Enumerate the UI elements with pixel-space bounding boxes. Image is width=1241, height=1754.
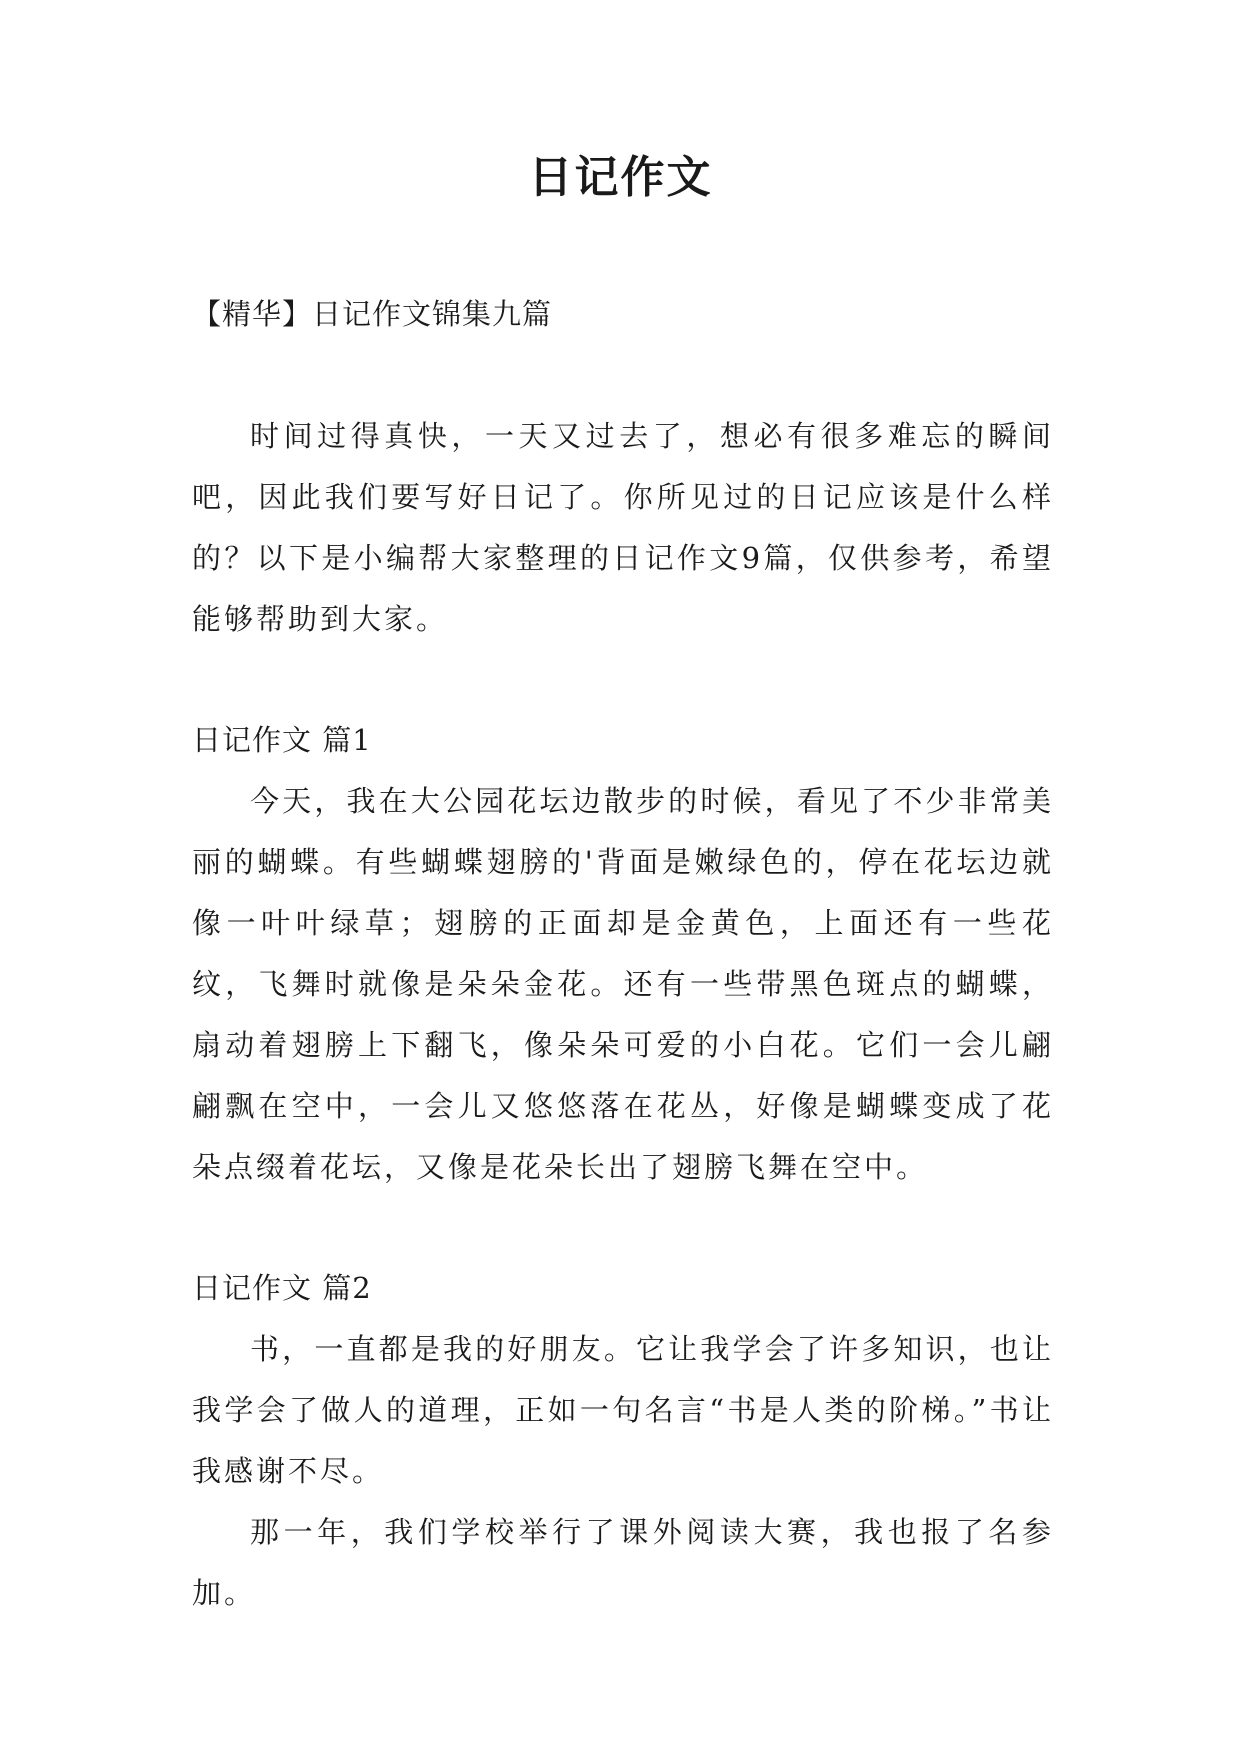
section-2-paragraph-2: 那一年，我们学校举行了课外阅读大赛，我也报了名参加。: [192, 1515, 1054, 1610]
section-heading-2: 日记作文 篇2: [192, 1271, 372, 1305]
section-heading-1: 日记作文 篇1: [192, 723, 372, 757]
section-1-paragraph-1: 今天，我在大公园花坛边散步的时候，看见了不少非常美丽的蝴蝶。有些蝴蝶翅膀的'背面是嫩绿色的，停在花坛边就像一叶叶绿草；翅膀的正面却是金黄色，上面还有一些花纹，飞舞时就像是朵朵金花。还有一些带黑色斑点的蝴蝶，扇动着翅膀上下翻飞，像朵朵可爱的小白花。它们一会儿翩翩飘在空中，一会儿又悠悠落在花丛，好像是蝴蝶变成了花朵点缀着花坛，又像是花朵长出了翅膀飞舞在空中。: [192, 784, 1054, 1184]
intro-paragraph: 时间过得真快，一天又过去了，想必有很多难忘的瞬间吧，因此我们要写好日记了。你所见过的日记应该是什么样的？以下是小编帮大家整理的日记作文9篇，仅供参考，希望能够帮助到大家。: [192, 419, 1054, 636]
document-body: [192, 292, 1054, 1624]
document-subtitle: 【精华】日记作文锦集九篇: [192, 297, 553, 331]
section-2-paragraph-1: 书，一直都是我的好朋友。它让我学会了许多知识，也让我学会了做人的道理，正如一句名言“书是人类的阶梯。”书让我感谢不尽。: [192, 1332, 1054, 1488]
document-title: 日记作文: [528, 152, 713, 203]
